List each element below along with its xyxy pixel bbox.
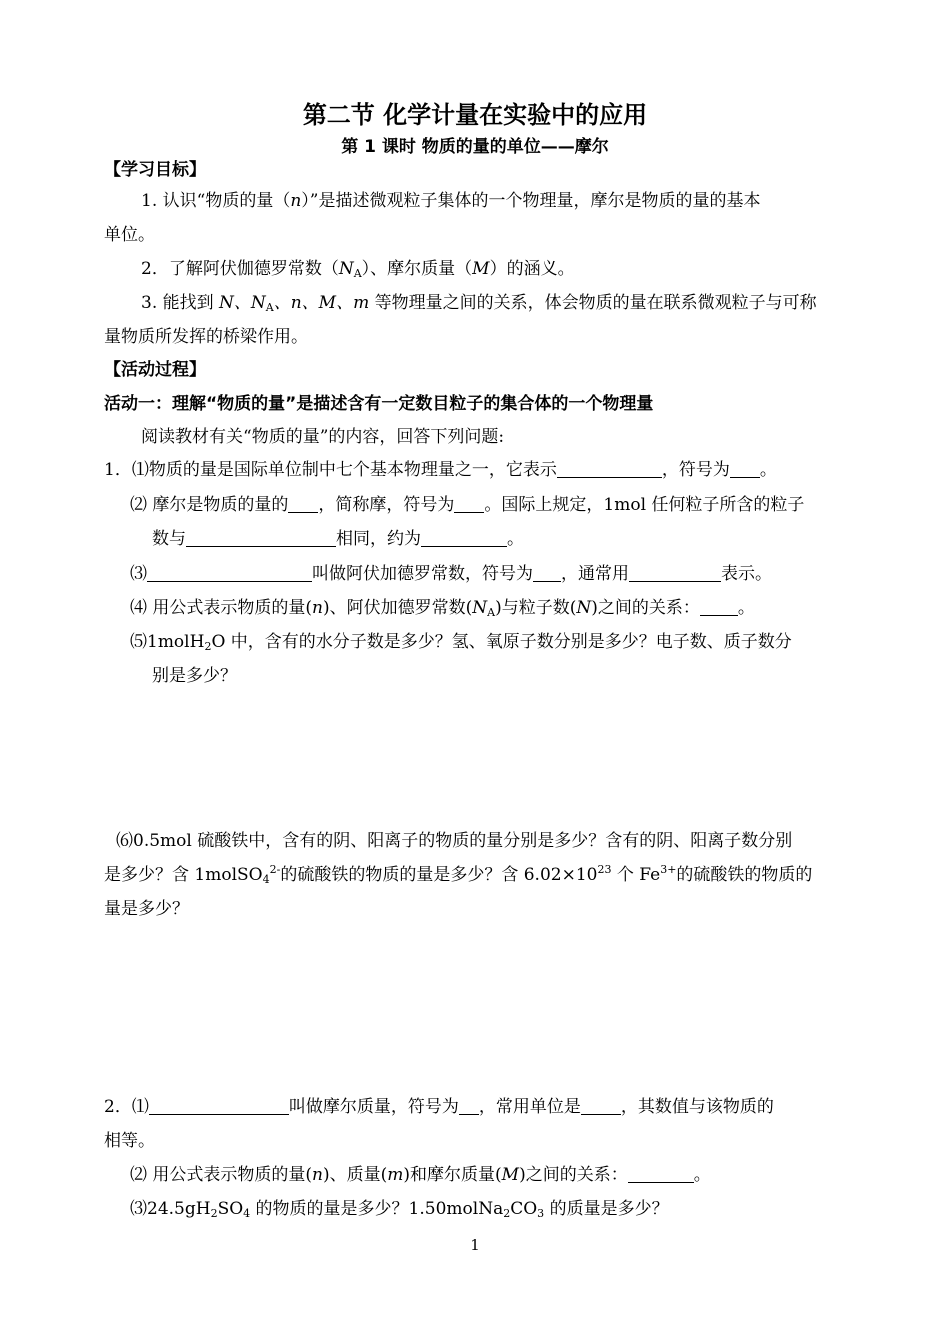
blank-1-2b	[454, 495, 484, 513]
objective-1-cont: 单位。	[104, 225, 155, 245]
blank-2-1c	[581, 1097, 621, 1115]
objective-2: 2．了解阿伏伽德罗常数$(N_A)$、摩尔质量（M）的涵义。	[141, 259, 575, 280]
blank-1-3a	[147, 564, 312, 582]
reading-instruction: 阅读教材有关“物质的量”的内容，回答下列问题:	[141, 427, 505, 447]
blank-1-1a	[557, 460, 662, 478]
question-2-1-cont: 相等。	[104, 1131, 155, 1151]
question-1-6-cont2: 量是多少？	[104, 899, 189, 919]
objectives-heading: 【学习目标】	[104, 160, 206, 180]
blank-2-1b	[459, 1097, 479, 1115]
activity-1-heading: 活动一：理解“物质的量”是描述含有一定数目粒子的集合体的一个物理量	[104, 394, 654, 414]
question-1-2: ⑵ 摩尔是物质的量的 ，简称摩，符号为 。国际上规定，1mol 任何粒子所含的粒子	[130, 495, 805, 515]
question-1-6-cont: 是多少？含 1molSO$_4^{2-}$的硫酸铁的物质的量是多少？含 $6.02\times 10^{23}$ 个 $Fe^{3+}$的硫酸铁的物质的	[104, 863, 813, 886]
objective-3-cont: 量物质所发挥的桥梁作用。	[104, 327, 308, 347]
question-1-1: 1．⑴物质的量是国际单位制中七个基本物理量之一，它表示 ，符号为 。	[104, 460, 777, 480]
question-2-3: $⑶24.5gH_2SO_4$ 的物质的量是多少？$1.50molNa_2CO_3$ 的质量是多少？	[130, 1199, 669, 1220]
blank-2-1a	[149, 1097, 289, 1115]
question-2-1: 2．⑴ 叫做摩尔质量，符号为 ，常用单位是 ，其数值与该物质的	[104, 1097, 774, 1117]
objective-3: 3. 能找到 N、$N_A$、n、M、m 等物理量之间的关系，体会物质的量在联系微观粒子与可称	[141, 293, 817, 314]
page-title: 第二节 化学计量在实验中的应用	[302, 101, 648, 129]
question-1-4: ⑷ 用公式表示物质的量(n)、阿伏加德罗常数$(N_A)$与粒子数(N)之间的关系： 。	[130, 598, 755, 619]
objective-1: 1. 认识“物质的量（n）”是描述微观粒子集体的一个物理量，摩尔是物质的量的基本	[141, 191, 761, 211]
page-subtitle: 第 1 课时 物质的量的单位——摩尔	[341, 137, 609, 157]
question-1-5: ⑸1molH$_2$O 中，含有的水分子数是多少？氢、氧原子数分别是多少？电子数、质子数分	[130, 632, 792, 653]
process-heading: 【活动过程】	[104, 360, 206, 380]
question-1-5-cont: 别是多少？	[152, 666, 237, 686]
blank-2-2	[628, 1165, 694, 1183]
blank-1-2d	[421, 529, 507, 547]
blank-1-2a	[288, 495, 318, 513]
blank-1-4	[700, 598, 738, 616]
blank-1-3c	[629, 564, 721, 582]
blank-1-2c	[186, 529, 336, 547]
question-1-2-cont: 数与 相同，约为 。	[152, 529, 524, 549]
question-1-3: ⑶ 叫做阿伏加德罗常数，符号为 ，通常用 表示。	[130, 564, 772, 584]
question-1-6: ⑹0.5mol 硫酸铁中，含有的阴、阳离子的物质的量分别是多少？含有的阴、阳离子数分别	[116, 831, 793, 851]
blank-1-3b	[533, 564, 561, 582]
question-2-2: ⑵ 用公式表示物质的量(n)、质量(m)和摩尔质量(M)之间的关系： 。	[130, 1165, 711, 1185]
page-number: 1	[470, 1236, 480, 1254]
blank-1-1b	[730, 460, 760, 478]
